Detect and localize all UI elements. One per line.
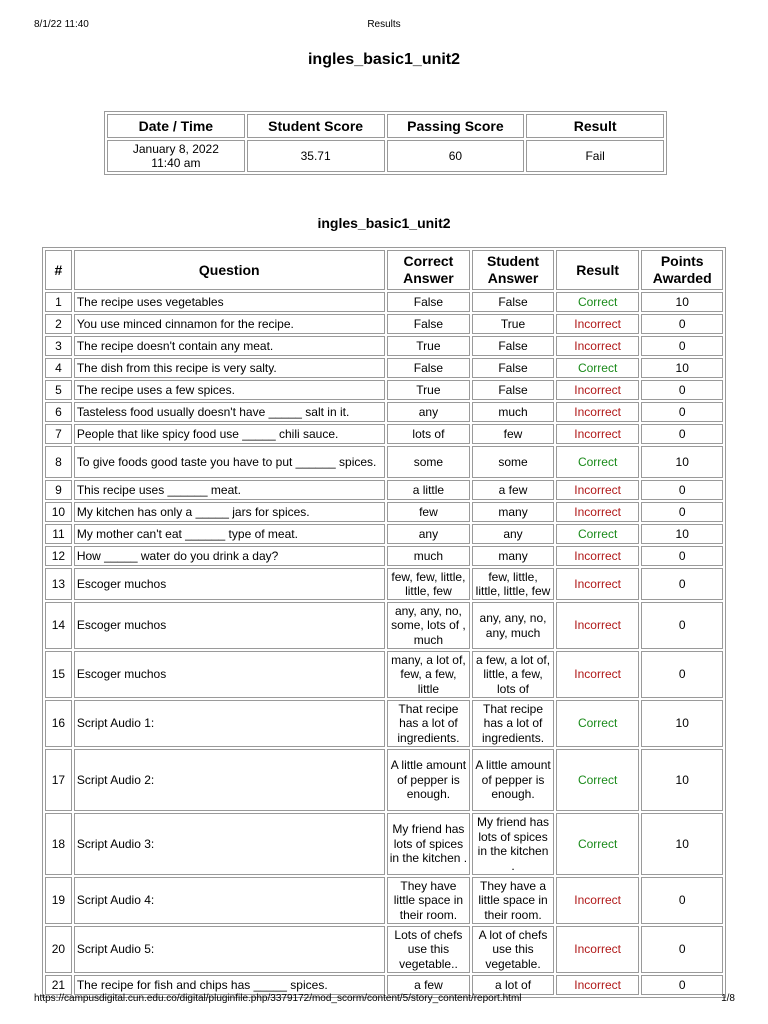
student-answer: A lot of chefs use this vegetable. (472, 926, 554, 973)
quiz-title: ingles_basic1_unit2 (307, 51, 461, 68)
correct-answer: any (387, 402, 471, 422)
question-text: The dish from this recipe is very salty. (74, 358, 385, 378)
table-row (45, 877, 723, 924)
student-answer: many (472, 546, 554, 566)
question-number: 11 (45, 524, 72, 544)
table-row (45, 502, 723, 522)
student-answer: a few (472, 480, 554, 500)
table-row (45, 651, 723, 698)
question-number: 3 (45, 336, 72, 356)
question-text: You use minced cinnamon for the recipe. (74, 314, 385, 334)
table-row (45, 480, 723, 500)
table-row (45, 749, 723, 811)
table-row (45, 380, 723, 400)
result-cell: Incorrect (556, 336, 640, 356)
student-answer: any (472, 524, 554, 544)
question-number: 17 (45, 749, 72, 811)
summary-passing-score: 60 (387, 140, 525, 172)
correct-answer: False (387, 314, 471, 334)
student-answer: False (472, 358, 554, 378)
points-awarded: 10 (641, 446, 723, 478)
questions-title: ingles_basic1_unit2 (317, 215, 451, 231)
questions-header-row (45, 250, 723, 290)
student-answer: a few, a lot of, little, a few, lots of (472, 651, 554, 698)
question-number: 16 (45, 700, 72, 747)
question-number: 20 (45, 926, 72, 973)
correct-answer: My friend has lots of spices in the kitchen . (387, 813, 471, 875)
table-row (45, 568, 723, 600)
question-number: 19 (45, 877, 72, 924)
student-answer: few, little, little, little, few (472, 568, 554, 600)
student-answer: any, any, no, any, much (472, 602, 554, 649)
points-awarded: 0 (641, 975, 723, 995)
question-text: The recipe for fish and chips has _____ spices. (74, 975, 385, 995)
result-cell: Correct (556, 358, 640, 378)
question-number: 15 (45, 651, 72, 698)
summary-table (104, 111, 667, 175)
table-row (45, 813, 723, 875)
student-answer: A little amount of pepper is enough. (472, 749, 554, 811)
summary-date: January 8, 2022 (132, 142, 219, 156)
points-awarded: 0 (641, 602, 723, 649)
points-awarded: 0 (641, 651, 723, 698)
header-points-awarded: Points Awarded (641, 250, 723, 290)
question-number: 21 (45, 975, 72, 995)
result-cell: Incorrect (556, 402, 640, 422)
result-cell: Incorrect (556, 568, 640, 600)
result-cell: Incorrect (556, 502, 640, 522)
table-row (45, 524, 723, 544)
question-text: This recipe uses ______ meat. (74, 480, 385, 500)
summary-result: Fail (526, 140, 664, 172)
points-awarded: 10 (641, 292, 723, 312)
questions-body (45, 292, 723, 995)
question-number: 18 (45, 813, 72, 875)
summary-time: 11:40 am (151, 156, 201, 170)
points-awarded: 0 (641, 877, 723, 924)
result-cell: Incorrect (556, 975, 640, 995)
result-cell: Incorrect (556, 651, 640, 698)
summary-header-row (107, 114, 664, 138)
question-number: 14 (45, 602, 72, 649)
table-row (45, 402, 723, 422)
points-awarded: 0 (641, 424, 723, 444)
question-number: 2 (45, 314, 72, 334)
table-row (45, 424, 723, 444)
question-number: 6 (45, 402, 72, 422)
correct-answer: A little amount of pepper is enough. (387, 749, 471, 811)
points-awarded: 10 (641, 813, 723, 875)
question-number: 5 (45, 380, 72, 400)
question-text: The recipe uses vegetables (74, 292, 385, 312)
correct-answer: few, few, little, little, few (387, 568, 471, 600)
student-answer: few (472, 424, 554, 444)
student-answer: My friend has lots of spices in the kitchen . (472, 813, 554, 875)
question-text: Script Audio 3: (74, 813, 385, 875)
summary-header-student-score: Student Score (247, 114, 385, 138)
question-text: My mother can't eat ______ type of meat. (74, 524, 385, 544)
question-number: 1 (45, 292, 72, 312)
question-text: People that like spicy food use _____ chili sauce. (74, 424, 385, 444)
question-number: 7 (45, 424, 72, 444)
question-number: 8 (45, 446, 72, 478)
question-number: 12 (45, 546, 72, 566)
correct-answer: any, any, no, some, lots of , much (387, 602, 471, 649)
result-cell: Correct (556, 700, 640, 747)
result-cell: Correct (556, 813, 640, 875)
table-row (45, 358, 723, 378)
questions-table (42, 247, 726, 998)
question-text: Script Audio 4: (74, 877, 385, 924)
correct-answer: a little (387, 480, 471, 500)
points-awarded: 0 (641, 380, 723, 400)
print-page-title: Results (367, 19, 401, 30)
correct-answer: lots of (387, 424, 471, 444)
correct-answer: That recipe has a lot of ingredients. (387, 700, 471, 747)
print-page-number: 1/8 (721, 993, 735, 1004)
points-awarded: 0 (641, 402, 723, 422)
result-cell: Correct (556, 749, 640, 811)
result-cell: Incorrect (556, 424, 640, 444)
summary-header-passing-score: Passing Score (387, 114, 525, 138)
student-answer: False (472, 336, 554, 356)
question-number: 4 (45, 358, 72, 378)
header-question: Question (74, 250, 385, 290)
question-text: The recipe uses a few spices. (74, 380, 385, 400)
header-correct-answer: Correct Answer (387, 250, 471, 290)
summary-values-row (107, 140, 664, 172)
result-cell: Correct (556, 292, 640, 312)
correct-answer: True (387, 380, 471, 400)
question-text: Script Audio 5: (74, 926, 385, 973)
table-row (45, 336, 723, 356)
correct-answer: True (387, 336, 471, 356)
correct-answer: few (387, 502, 471, 522)
table-row (45, 292, 723, 312)
student-answer: much (472, 402, 554, 422)
print-url: https://campusdigital.cun.edu.co/digital/pluginfile.php/3379172/mod_scorm/content/5/story_content/report.html (34, 993, 522, 1004)
table-row (45, 700, 723, 747)
result-cell: Incorrect (556, 314, 640, 334)
question-text: Tasteless food usually doesn't have _____ salt in it. (74, 402, 385, 422)
result-cell: Correct (556, 446, 640, 478)
table-row (45, 926, 723, 973)
summary-header-result: Result (526, 114, 664, 138)
result-cell: Incorrect (556, 877, 640, 924)
summary-student-score: 35.71 (247, 140, 385, 172)
student-answer: False (472, 380, 554, 400)
student-answer: some (472, 446, 554, 478)
question-text: The recipe doesn't contain any meat. (74, 336, 385, 356)
correct-answer: some (387, 446, 471, 478)
student-answer: True (472, 314, 554, 334)
question-text: Escoger muchos (74, 568, 385, 600)
summary-datetime (107, 140, 245, 172)
correct-answer: any (387, 524, 471, 544)
question-number: 10 (45, 502, 72, 522)
correct-answer: a few (387, 975, 471, 995)
correct-answer: False (387, 292, 471, 312)
correct-answer: much (387, 546, 471, 566)
print-datetime: 8/1/22 11:40 (34, 19, 89, 30)
points-awarded: 0 (641, 546, 723, 566)
result-cell: Correct (556, 524, 640, 544)
question-number: 13 (45, 568, 72, 600)
table-row (45, 314, 723, 334)
header-student-answer: Student Answer (472, 250, 554, 290)
table-row (45, 546, 723, 566)
points-awarded: 0 (641, 336, 723, 356)
points-awarded: 0 (641, 314, 723, 334)
question-text: Script Audio 2: (74, 749, 385, 811)
print-footer (0, 992, 768, 1006)
question-number: 9 (45, 480, 72, 500)
result-cell: Incorrect (556, 480, 640, 500)
student-answer: That recipe has a lot of ingredients. (472, 700, 554, 747)
print-header (0, 18, 768, 32)
student-answer: many (472, 502, 554, 522)
result-cell: Incorrect (556, 602, 640, 649)
question-text: Script Audio 1: (74, 700, 385, 747)
question-text: My kitchen has only a _____ jars for spices. (74, 502, 385, 522)
points-awarded: 10 (641, 700, 723, 747)
points-awarded: 10 (641, 749, 723, 811)
question-text: How _____ water do you drink a day? (74, 546, 385, 566)
points-awarded: 0 (641, 502, 723, 522)
question-text: Escoger muchos (74, 602, 385, 649)
student-answer: False (472, 292, 554, 312)
points-awarded: 0 (641, 568, 723, 600)
points-awarded: 0 (641, 480, 723, 500)
table-row (45, 602, 723, 649)
correct-answer: Lots of chefs use this vegetable.. (387, 926, 471, 973)
points-awarded: 10 (641, 524, 723, 544)
header-num: # (45, 250, 72, 290)
correct-answer: many, a lot of, few, a few, little (387, 651, 471, 698)
summary-header-datetime: Date / Time (107, 114, 245, 138)
table-row (45, 446, 723, 478)
correct-answer: False (387, 358, 471, 378)
points-awarded: 0 (641, 926, 723, 973)
header-result: Result (556, 250, 640, 290)
student-answer: a lot of (472, 975, 554, 995)
question-text: Escoger muchos (74, 651, 385, 698)
points-awarded: 10 (641, 358, 723, 378)
result-cell: Incorrect (556, 380, 640, 400)
question-text: To give foods good taste you have to put ______ spices. (74, 446, 385, 478)
student-answer: They have a little space in their room. (472, 877, 554, 924)
correct-answer: They have little space in their room. (387, 877, 471, 924)
result-cell: Incorrect (556, 926, 640, 973)
result-cell: Incorrect (556, 546, 640, 566)
